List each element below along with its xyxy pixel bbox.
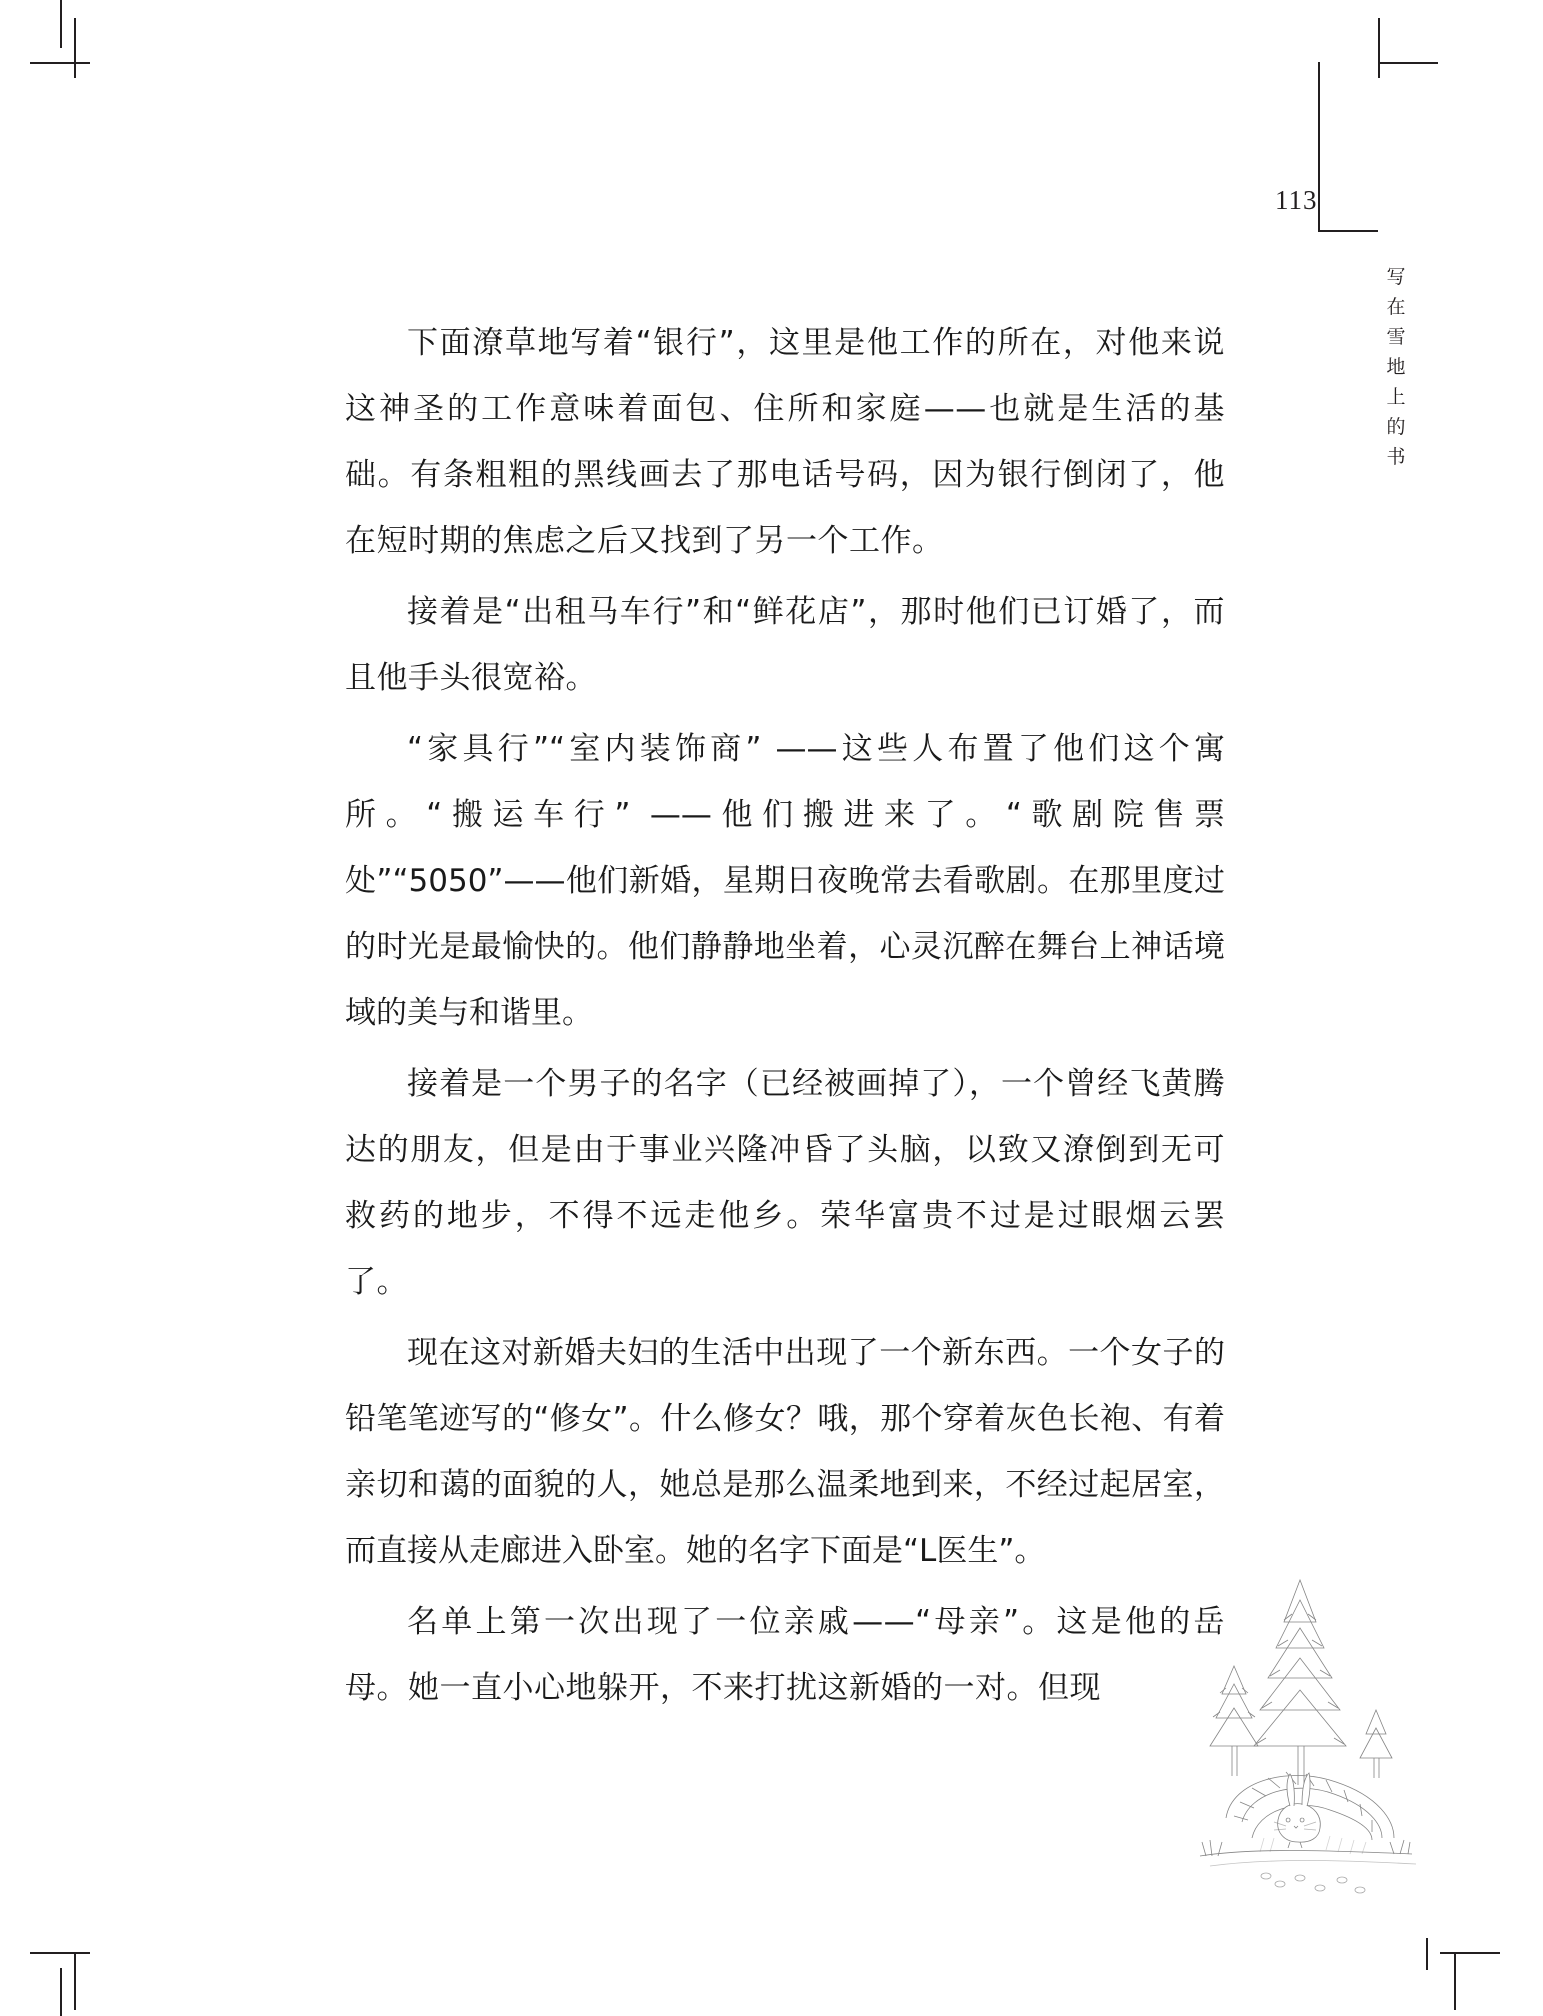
page-number: 113 [1275, 185, 1318, 215]
running-head: 写在雪地上的书 [1386, 266, 1408, 468]
crop-mark-bottom-right-secondary [1426, 1938, 1450, 1986]
crop-mark-top-left-secondary [60, 0, 84, 48]
body-text [345, 310, 1225, 1726]
crop-mark-bottom-left-secondary [60, 1968, 84, 2016]
rabbit-illustration [1180, 1570, 1440, 1920]
paragraph: “家具行”“室内装饰商” ——这些人布置了他们这个寓所。“搬运车行” ——他们搬进来了。“歌剧院售票处”“5050”——他们新婚，星期日夜晚常去看歌剧。在那里度过的时光是最愉快的。他们静静地坐着，心灵沉醉在舞台上神话境域的美与和谐里。 [345, 731, 1225, 1031]
paragraph: 接着是一个男子的名字（已经被画掉了），一个曾经飞黄腾达的朋友，但是由于事业兴隆冲昏了头脑，以致又潦倒到无可救药的地步，不得不远走他乡。荣华富贵不过是过眼烟云罢了。 [345, 1066, 1225, 1300]
paragraph: 下面潦草地写着“银行”，这里是他工作的所在，对他来说这神圣的工作意味着面包、住所和家庭——也就是生活的基础。有条粗粗的黑线画去了那电话号码，因为银行倒闭了，他在短时期的焦虑之后又找到了另一个工作。 [345, 325, 1225, 559]
paragraph: 名单上第一次出现了一位亲戚——“母亲”。这是他的岳母。她一直小心地躲开，不来打扰这新婚的一对。但现 [345, 1604, 1225, 1706]
crop-mark-top-right-secondary [1318, 62, 1438, 222]
paragraph: 现在这对新婚夫妇的生活中出现了一个新东西。一个女子的铅笔笔迹写的“修女”。什么修女？哦，那个穿着灰色长袍、有着亲切和蔼的面貌的人，她总是那么温柔地到来，不经过起居室，而直接从走廊进入卧室。她的名字下面是“L医生”。 [345, 1335, 1225, 1569]
paragraph: 接着是“出租马车行”和“鲜花店”，那时他们已订婚了，而且他手头很宽裕。 [345, 594, 1225, 696]
